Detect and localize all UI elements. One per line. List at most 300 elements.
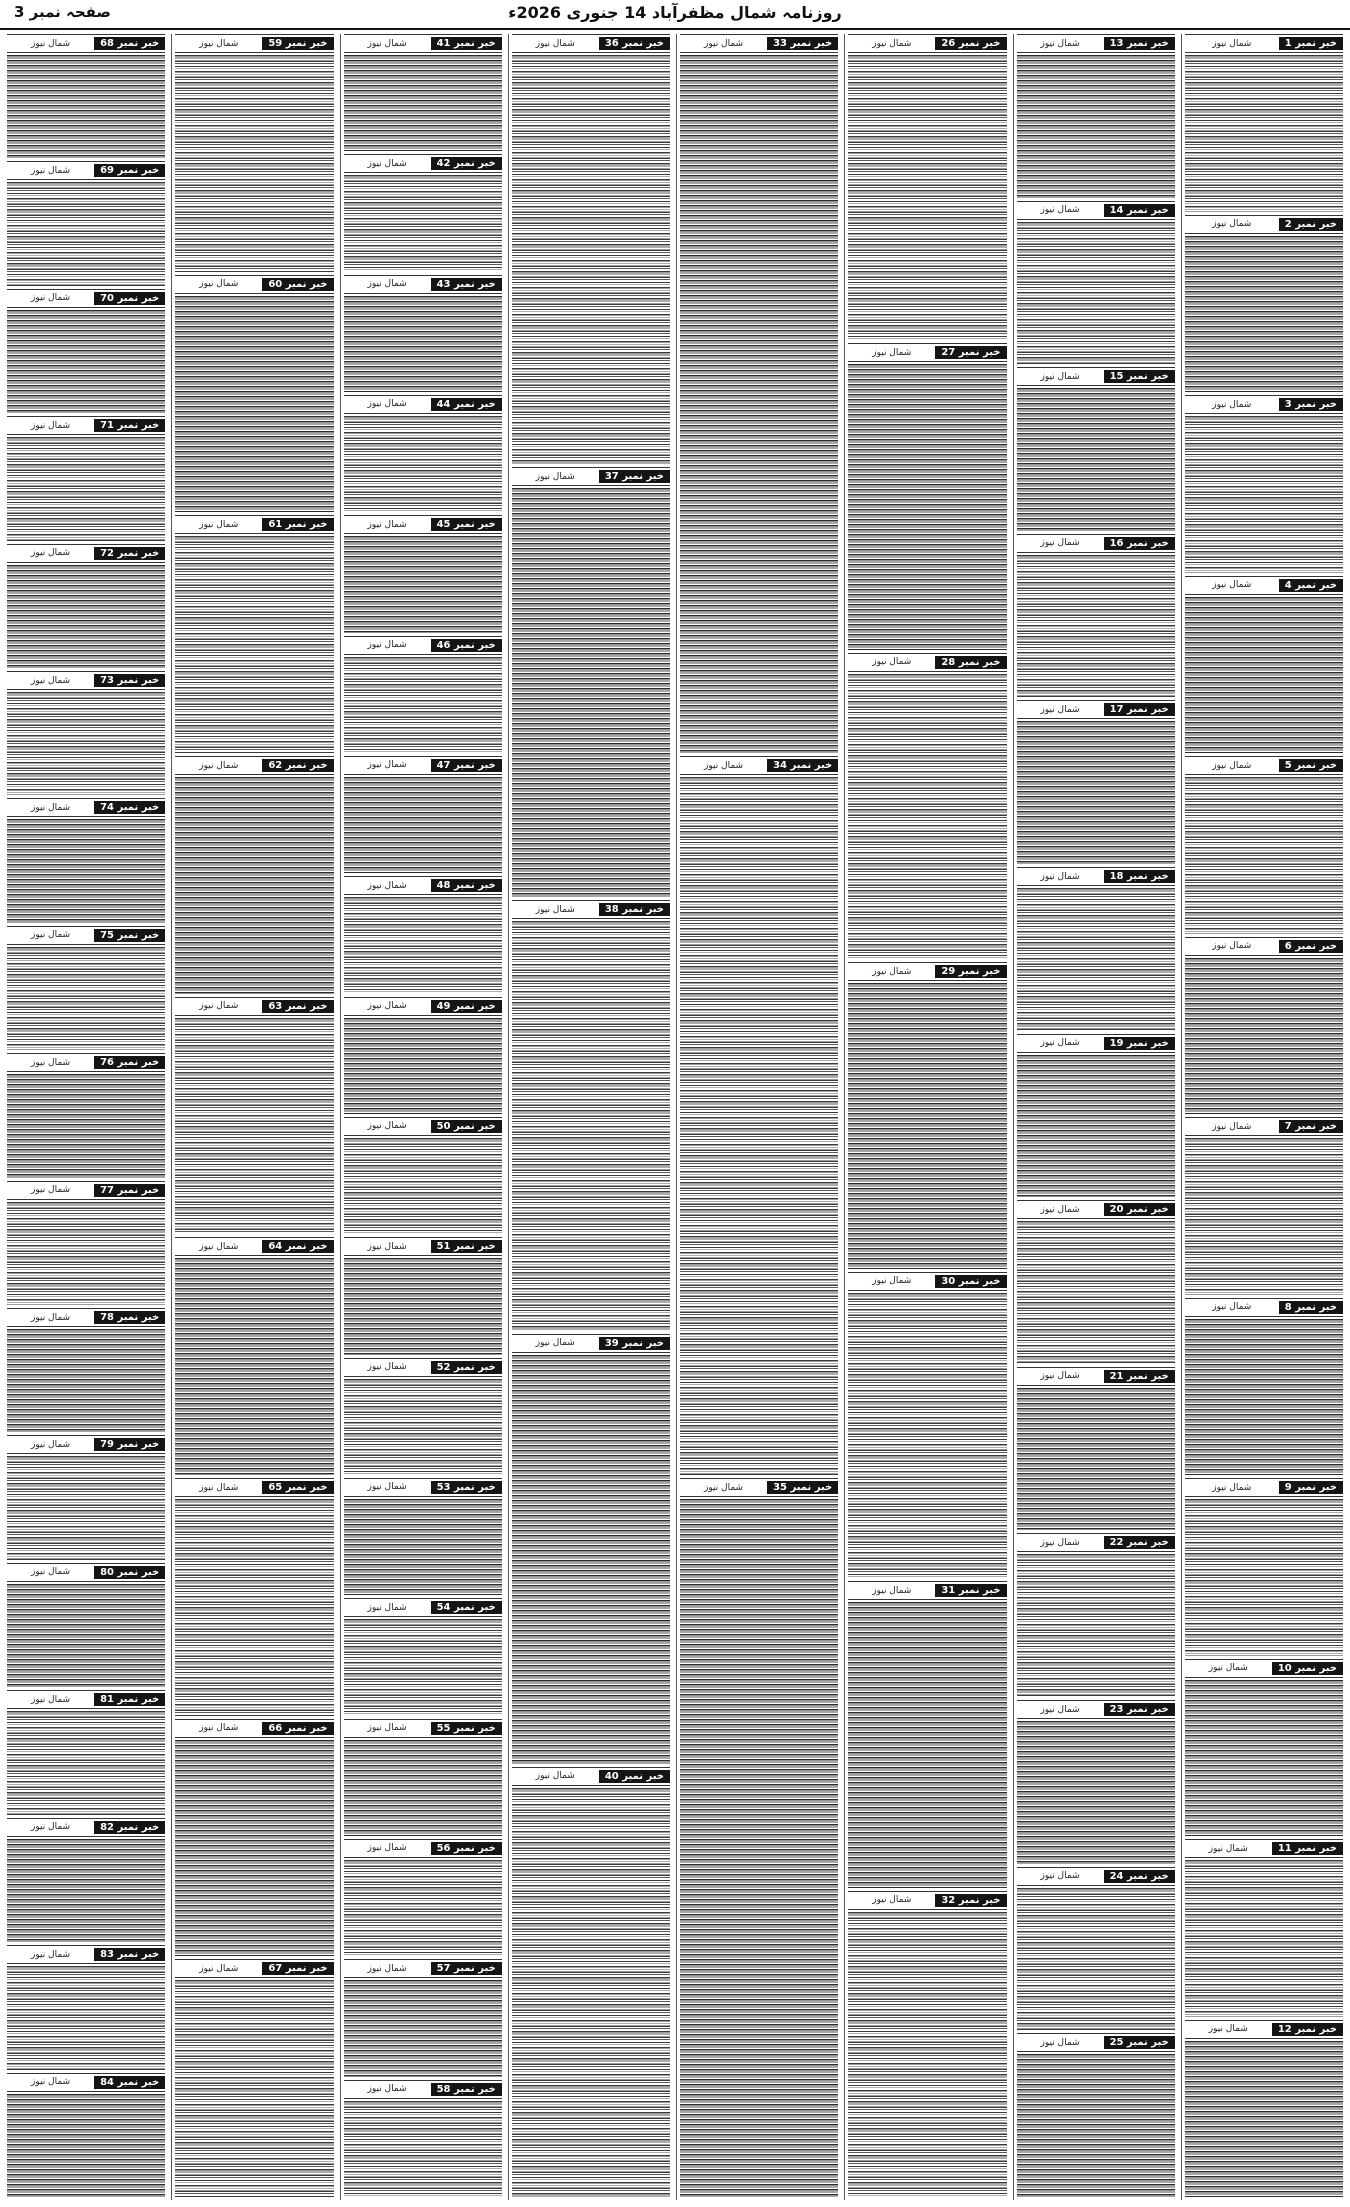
story-body-text [1017, 2054, 1175, 2197]
story-number-badge: خبر نمبر 20 [1104, 1203, 1175, 1216]
news-story [1185, 34, 1343, 212]
story-body-text [848, 983, 1006, 1268]
news-story [1017, 367, 1175, 531]
story-dateline: شمال نیوز [367, 1963, 407, 1974]
story-dateline: شمال نیوز [199, 1001, 239, 1012]
story-header [1185, 215, 1343, 234]
story-header [175, 997, 333, 1016]
news-story [1185, 395, 1343, 573]
story-body-text [344, 1018, 502, 1114]
story-number-badge: خبر نمبر 15 [1104, 370, 1175, 383]
story-header [344, 997, 502, 1016]
news-story [680, 34, 838, 753]
news-story [1017, 2033, 1175, 2197]
story-dateline: شمال نیوز [703, 760, 744, 771]
story-number-badge: خبر نمبر 16 [1104, 537, 1175, 550]
story-body-text [175, 1258, 333, 1475]
story-dateline: شمال نیوز [367, 1362, 407, 1373]
news-story [7, 544, 165, 668]
story-body-text [1185, 2041, 1343, 2198]
news-story [344, 1959, 502, 2076]
story-body-text [1017, 1721, 1175, 1864]
story-number-badge: خبر نمبر 84 [94, 2076, 165, 2089]
story-header [680, 34, 838, 53]
news-story [7, 161, 165, 285]
story-header [344, 275, 502, 294]
story-body-text [344, 2101, 502, 2197]
story-dateline: شمال نیوز [30, 675, 71, 686]
story-body-text [344, 416, 502, 512]
story-number-badge: خبر نمبر 9 [1279, 1481, 1343, 1494]
story-dateline: شمال نیوز [367, 1482, 407, 1493]
story-number-badge: خبر نمبر 55 [431, 1722, 502, 1735]
news-story [680, 756, 838, 1475]
story-body-text [344, 897, 502, 993]
news-story [848, 1272, 1006, 1578]
news-column [844, 34, 1009, 2200]
story-header [680, 1478, 838, 1497]
news-story [344, 876, 502, 993]
story-dateline: شمال نیوز [367, 1241, 407, 1252]
story-number-badge: خبر نمبر 73 [94, 674, 165, 687]
story-body-text [344, 1740, 502, 1836]
story-header [1017, 34, 1175, 53]
news-story [344, 636, 502, 753]
story-header [7, 671, 165, 690]
story-body-text [1185, 1138, 1343, 1295]
story-header [7, 1308, 165, 1327]
story-number-badge: خبر نمبر 2 [1279, 218, 1343, 231]
story-body-text [7, 565, 165, 668]
story-dateline: شمال نیوز [367, 279, 407, 290]
story-dateline: شمال نیوز [199, 279, 239, 290]
story-body-text [7, 1456, 165, 1559]
story-dateline: شمال نیوز [1040, 371, 1080, 382]
story-header [175, 756, 333, 775]
story-number-badge: خبر نمبر 72 [94, 547, 165, 560]
story-header [344, 515, 502, 534]
news-story [512, 1334, 670, 1764]
story-header [7, 1563, 165, 1582]
story-number-badge: خبر نمبر 75 [94, 929, 165, 942]
story-number-badge: خبر نمبر 47 [431, 759, 502, 772]
story-header [1017, 1200, 1175, 1219]
story-body-text [344, 1499, 502, 1595]
story-body-text [7, 1966, 165, 2069]
story-body-text [344, 777, 502, 873]
story-body-text [175, 1980, 333, 2197]
story-dateline: شمال نیوز [30, 420, 71, 431]
story-dateline: شمال نیوز [1040, 1704, 1080, 1715]
story-number-badge: خبر نمبر 63 [262, 1000, 333, 1013]
story-header [7, 289, 165, 308]
news-column [508, 34, 673, 2200]
story-header [848, 653, 1006, 672]
story-header [344, 395, 502, 414]
story-dateline: شمال نیوز [199, 519, 239, 530]
story-dateline: شمال نیوز [1040, 205, 1080, 216]
story-body-text [344, 1379, 502, 1475]
story-number-badge: خبر نمبر 83 [94, 1948, 165, 1961]
story-number-badge: خبر نمبر 59 [262, 37, 333, 50]
story-number-badge: خبر نمبر 66 [262, 1722, 333, 1735]
story-body-text [344, 1860, 502, 1956]
story-header [7, 926, 165, 945]
story-number-badge: خبر نمبر 54 [431, 1601, 502, 1614]
story-header [344, 2080, 502, 2099]
news-story [1185, 1478, 1343, 1656]
news-story [848, 343, 1006, 649]
story-body-text [680, 777, 838, 1475]
story-header [175, 1959, 333, 1978]
story-body-text [7, 310, 165, 413]
story-body-text [512, 921, 670, 1330]
news-story [7, 926, 165, 1050]
news-story [7, 1308, 165, 1432]
newspaper-date-line: روزنامہ شمال مظفرآباد 14 جنوری 2026ء [508, 3, 842, 22]
story-number-badge: خبر نمبر 10 [1272, 1662, 1343, 1675]
story-number-badge: خبر نمبر 40 [599, 1770, 670, 1783]
news-story [344, 34, 502, 151]
story-body-text [344, 1258, 502, 1354]
story-body-text [1017, 1388, 1175, 1531]
news-column [171, 34, 336, 2200]
news-story [1185, 756, 1343, 934]
story-body-text [344, 1980, 502, 2076]
story-body-text [175, 1018, 333, 1235]
story-number-badge: خبر نمبر 6 [1279, 940, 1343, 953]
story-dateline: شمال نیوز [703, 38, 744, 49]
story-dateline: شمال نیوز [367, 158, 407, 169]
story-body-text [1185, 1860, 1343, 2017]
story-dateline: شمال نیوز [199, 760, 239, 771]
story-body-text [1017, 721, 1175, 864]
story-header [7, 2073, 165, 2092]
story-header [512, 900, 670, 919]
story-number-badge: خبر نمبر 35 [767, 1481, 838, 1494]
story-dateline: شمال نیوز [535, 1771, 575, 1782]
story-header [344, 1839, 502, 1858]
story-header [344, 154, 502, 173]
story-number-badge: خبر نمبر 30 [935, 1275, 1006, 1288]
story-body-text [7, 819, 165, 922]
story-header [344, 1117, 502, 1136]
story-number-badge: خبر نمبر 14 [1104, 204, 1175, 217]
story-dateline: شمال نیوز [367, 760, 407, 771]
story-dateline: شمال نیوز [367, 1121, 407, 1132]
story-dateline: شمال نیوز [30, 38, 71, 49]
story-body-text [848, 1293, 1006, 1578]
story-body-text [7, 182, 165, 285]
story-number-badge: خبر نمبر 53 [431, 1481, 502, 1494]
story-dateline: شمال نیوز [199, 1241, 239, 1252]
story-dateline: شمال نیوز [1040, 1204, 1080, 1215]
story-header [344, 1719, 502, 1738]
story-body-text [1017, 222, 1175, 365]
news-story [848, 1581, 1006, 1887]
story-header [7, 161, 165, 180]
story-body-text [1185, 777, 1343, 934]
news-story [344, 275, 502, 392]
story-number-badge: خبر نمبر 51 [431, 1240, 502, 1253]
story-body-text [848, 364, 1006, 649]
story-dateline: شمال نیوز [30, 1439, 71, 1450]
story-header [7, 1818, 165, 1837]
news-story [344, 997, 502, 1114]
news-story [1017, 34, 1175, 198]
story-header [848, 1891, 1006, 1910]
story-number-badge: خبر نمبر 74 [94, 801, 165, 814]
story-number-badge: خبر نمبر 64 [262, 1240, 333, 1253]
story-dateline: شمال نیوز [1040, 38, 1080, 49]
news-story [1017, 201, 1175, 365]
story-dateline: شمال نیوز [1212, 1482, 1252, 1493]
story-number-badge: خبر نمبر 43 [431, 278, 502, 291]
news-story [1017, 1867, 1175, 2031]
story-header [848, 962, 1006, 981]
story-number-badge: خبر نمبر 37 [599, 470, 670, 483]
story-dateline: شمال نیوز [367, 640, 407, 651]
story-header [7, 1690, 165, 1709]
story-number-badge: خبر نمبر 81 [94, 1693, 165, 1706]
news-story [7, 1435, 165, 1559]
story-dateline: شمال نیوز [1212, 580, 1252, 590]
story-dateline: شمال نیوز [30, 1949, 71, 1960]
story-header [512, 34, 670, 53]
story-header [848, 343, 1006, 362]
story-body-text [7, 1329, 165, 1432]
story-number-badge: خبر نمبر 56 [431, 1842, 502, 1855]
news-column [340, 34, 505, 2200]
story-body-text [1185, 416, 1343, 573]
story-dateline: شمال نیوز [535, 38, 575, 49]
story-number-badge: خبر نمبر 65 [262, 1481, 333, 1494]
story-number-badge: خبر نمبر 76 [94, 1056, 165, 1069]
story-header [1017, 201, 1175, 220]
news-story [1017, 1700, 1175, 1864]
story-body-text [344, 296, 502, 392]
story-dateline: شمال نیوز [1212, 941, 1252, 951]
story-dateline: شمال نیوز [872, 1276, 912, 1287]
story-dateline: شمال نیوز [30, 165, 71, 176]
story-body-text [512, 1788, 670, 2197]
story-header [344, 34, 502, 53]
story-body-text [175, 777, 333, 994]
news-story [7, 1181, 165, 1305]
story-body-text [1185, 55, 1343, 212]
story-dateline: شمال نیوز [1208, 2024, 1248, 2034]
story-dateline: شمال نیوز [1040, 538, 1080, 549]
story-dateline: شمال نیوز [30, 1567, 71, 1578]
story-dateline: شمال نیوز [30, 1822, 71, 1833]
story-body-text [344, 1138, 502, 1234]
story-dateline: شمال نیوز [1208, 1663, 1248, 1673]
story-number-badge: خبر نمبر 67 [262, 1962, 333, 1975]
story-body-text [1017, 55, 1175, 198]
news-story [1185, 1117, 1343, 1295]
story-body-text [175, 1740, 333, 1957]
news-story [344, 2080, 502, 2197]
story-dateline: شمال نیوز [30, 1057, 71, 1068]
story-header [848, 1272, 1006, 1291]
story-header [175, 1478, 333, 1497]
news-story [344, 1719, 502, 1836]
story-dateline: شمال نیوز [367, 2084, 407, 2095]
story-header [344, 1598, 502, 1617]
news-column [1181, 34, 1346, 2200]
story-number-badge: خبر نمبر 33 [767, 37, 838, 50]
story-dateline: شمال نیوز [367, 399, 407, 410]
story-number-badge: خبر نمبر 48 [431, 879, 502, 892]
story-dateline: شمال نیوز [872, 1895, 912, 1906]
story-header [1017, 1533, 1175, 1552]
story-header [1185, 1839, 1343, 1858]
story-dateline: شمال نیوز [1212, 1121, 1252, 1132]
story-dateline: شمال نیوز [1040, 1537, 1080, 1548]
news-story [512, 34, 670, 464]
story-number-badge: خبر نمبر 50 [431, 1120, 502, 1133]
story-header [1017, 2033, 1175, 2052]
story-body-text [7, 2094, 165, 2197]
news-story [7, 671, 165, 795]
story-body-text [1185, 1319, 1343, 1476]
story-dateline: شمال نیوز [30, 2077, 71, 2087]
story-header [1185, 1298, 1343, 1317]
story-header [7, 1053, 165, 1072]
story-number-badge: خبر نمبر 49 [431, 1000, 502, 1013]
story-dateline: شمال نیوز [1212, 760, 1252, 771]
story-header [7, 798, 165, 817]
story-number-badge: خبر نمبر 22 [1104, 1536, 1175, 1549]
news-story [7, 1945, 165, 2069]
story-body-text [1017, 1888, 1175, 2031]
story-number-badge: خبر نمبر 1 [1279, 37, 1343, 50]
story-dateline: شمال نیوز [367, 1001, 407, 1012]
news-story [175, 1478, 333, 1716]
news-story [1185, 215, 1343, 393]
story-number-badge: خبر نمبر 68 [94, 37, 165, 50]
news-story [344, 1598, 502, 1715]
news-story [848, 34, 1006, 340]
story-dateline: شمال نیوز [367, 1602, 407, 1613]
story-body-text [344, 175, 502, 271]
story-number-badge: خبر نمبر 61 [262, 518, 333, 531]
masthead [0, 0, 1350, 30]
story-header [1185, 576, 1343, 595]
story-body-text [344, 55, 502, 151]
story-header [344, 876, 502, 895]
story-body-text [848, 1602, 1006, 1887]
story-number-badge: خبر نمبر 82 [94, 1821, 165, 1834]
story-number-badge: خبر نمبر 7 [1279, 1120, 1343, 1133]
story-body-text [512, 55, 670, 464]
story-header [1185, 395, 1343, 414]
news-story [1017, 1533, 1175, 1697]
story-header [7, 1181, 165, 1200]
news-story [680, 1478, 838, 2197]
story-number-badge: خبر نمبر 78 [94, 1311, 165, 1324]
news-story [344, 1839, 502, 1956]
news-story [1017, 867, 1175, 1031]
story-header [1185, 756, 1343, 775]
story-number-badge: خبر نمبر 62 [262, 759, 333, 772]
story-dateline: شمال نیوز [199, 1723, 239, 1734]
story-number-badge: خبر نمبر 58 [431, 2083, 502, 2096]
story-body-text [1185, 236, 1343, 393]
news-columns [4, 34, 1346, 2200]
story-header [7, 1435, 165, 1454]
news-story [1185, 1659, 1343, 1837]
story-dateline: شمال نیوز [30, 1694, 71, 1705]
story-number-badge: خبر نمبر 80 [94, 1566, 165, 1579]
story-body-text [1185, 1499, 1343, 1656]
story-dateline: شمال نیوز [872, 966, 912, 977]
story-number-badge: خبر نمبر 71 [94, 419, 165, 432]
story-number-badge: خبر نمبر 19 [1104, 1037, 1175, 1050]
story-number-badge: خبر نمبر 13 [1104, 37, 1175, 50]
story-header [175, 1237, 333, 1256]
story-number-badge: خبر نمبر 3 [1279, 398, 1343, 411]
story-body-text [848, 1912, 1006, 2197]
story-number-badge: خبر نمبر 70 [94, 292, 165, 305]
story-number-badge: خبر نمبر 32 [935, 1894, 1006, 1907]
story-number-badge: خبر نمبر 24 [1104, 1870, 1175, 1883]
story-body-text [1017, 888, 1175, 1031]
news-story [344, 395, 502, 512]
story-number-badge: خبر نمبر 29 [935, 965, 1006, 978]
news-story [175, 756, 333, 994]
news-story [1017, 1200, 1175, 1364]
story-dateline: شمال نیوز [367, 38, 407, 49]
news-story [344, 1478, 502, 1595]
story-dateline: شمال نیوز [535, 471, 575, 482]
news-story [175, 1719, 333, 1957]
story-header [1185, 1117, 1343, 1136]
story-header [1185, 937, 1343, 956]
story-body-text [7, 55, 165, 158]
story-header [1185, 1659, 1343, 1678]
story-header [175, 275, 333, 294]
story-dateline: شمال نیوز [30, 930, 71, 941]
story-body-text [175, 1499, 333, 1716]
story-body-text [7, 1839, 165, 1942]
story-dateline: شمال نیوز [30, 548, 71, 559]
story-number-badge: خبر نمبر 41 [431, 37, 502, 50]
story-number-badge: خبر نمبر 17 [1104, 703, 1175, 716]
story-body-text [7, 947, 165, 1050]
story-number-badge: خبر نمبر 8 [1279, 1301, 1343, 1314]
news-story [1185, 1839, 1343, 2017]
story-header [7, 544, 165, 563]
news-story [175, 34, 333, 272]
story-dateline: شمال نیوز [367, 1723, 407, 1734]
story-dateline: شمال نیوز [535, 1338, 575, 1349]
story-body-text [1017, 555, 1175, 698]
news-story [344, 1358, 502, 1475]
story-header [344, 1959, 502, 1978]
story-number-badge: خبر نمبر 27 [935, 346, 1006, 359]
news-story [7, 416, 165, 540]
news-column [4, 34, 168, 2200]
story-number-badge: خبر نمبر 18 [1104, 870, 1175, 883]
story-dateline: شمال نیوز [1040, 871, 1080, 882]
news-story [175, 1959, 333, 2197]
story-body-text [175, 296, 333, 513]
story-header [344, 1478, 502, 1497]
story-number-badge: خبر نمبر 31 [935, 1584, 1006, 1597]
story-body-text [512, 488, 670, 897]
story-header [1017, 1700, 1175, 1719]
